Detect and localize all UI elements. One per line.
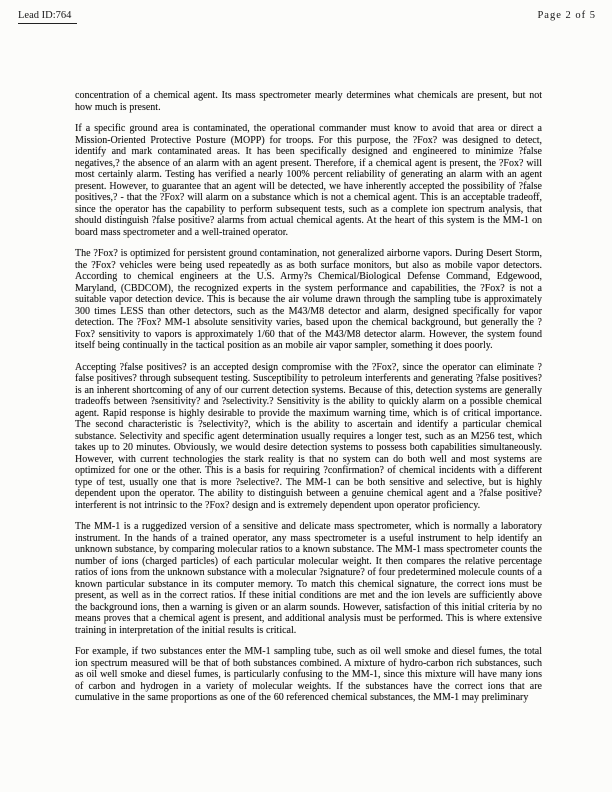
- paragraph-concentration: concentration of a chemical agent. Its mass spectrometer mearly determines what chemicals are present, but not how much is present.: [75, 90, 542, 113]
- paragraph-false-positives-tradeoffs: Accepting ?false positives? is an accepted design compromise with the ?Fox?, since the operator can eliminate ?false positives? through subsequent testing. Susceptibility to petroleum interferents and generating ?false positives? is an inherent shortcoming of any of our current detection systems. Because of this, detection systems are generally tradeoffs between ?sensitivity? and ?selectivity.? Sensitivity is the ability to quickly alarm on a possible chemical agent. Rapid response is highly desirable to provide the maximum warning time, which is of critical importance. The second characteristic is ?selectivity?, which is the ability to ascertain and identify a particular chemical substance. Selectivity and specific agent determination usually requires a longer test, such as an M256 test, which takes up to 20 minutes. Obviously, we would desire detection systems to possess both capabilities simultaneously. However, with current technologies the stark reality is that no system can do both well and most systems are optimized for one or the other. This is a basis for requiring ?confirmation? of chemical incidents with a different type of test, usually one that is more ?selective?. The MM-1 can be both sensitive and selective, but is highly dependent upon the operator. The ability to distinguish between a genuine chemical agent and a ?false positive? interferent is not intrinsic to the ?Fox? design and is extremely dependent upon operator proficiency.: [75, 361, 542, 511]
- paragraph-mm1-example: For example, if two substances enter the MM-1 sampling tube, such as oil well smoke and diesel fumes, the total ion spectrum measured will be that of both substances combined. A mixture of hydro-carbon rich substances, such as oil well smoke and diesel fumes, is particularly confusing to the MM-1, since this mixture will have many ions of carbon and hydrogen in a variety of molecular weights. If the substances have the correct ions that are cumulative in the same proportions as one of the 60 referenced chemical substances, the MM-1 may preliminary: [75, 646, 542, 703]
- document-body: [75, 90, 542, 714]
- paragraph-mm1-description: The MM-1 is a ruggedized version of a sensitive and delicate mass spectrometer, which is normally a laboratory instrument. In the hands of a trained operator, any mass spectrometer is a useful instrument to help identify an unknown substance, by comparing molecular ratios to a known substance. The MM-1 mass spectrometer counts the number of ions (charged particles) of each particular molecular weight. It then compares the relative percentage ratios of ions from the unknown substance with a molecular ?signature? of four predetermined molecule counts of a known particular substance in its computer memory. To match this chemical signature, the correct ions must be present, as well as in the correct ratios. If these initial conditions are met and the ion levels are sufficiently above the background ions, then a warning is given or an alarm sounds. However, satisfaction of this initial criteria by no means proves that a chemical agent is present, and additional analysis must be performed. This is where extensive training in interpretation of the initial results is critical.: [75, 521, 542, 636]
- paragraph-mopp-false-negatives: If a specific ground area is contaminated, the operational commander must know to avoid that area or direct a Mission-Oriented Protective Posture (MOPP) for troops. For this purpose, the ?Fox? was designed to detect, identify and mark contaminated areas. It has been specifically designed and engineered to minimize ?false negatives,? the absence of an alarm with an agent present. Therefore, if a chemical agent is present, the ?Fox? will most certainly alarm. Testing has verified a nearly 100% percent reliability of generating an alarm with an agent present. However, to guarantee that an agent will be detected, we have inherently accepted the possibility of ?false positives,? - that the ?Fox? will alarm on a substance which is not a chemical agent. This is an acceptable tradeoff, since the operator has the capability to perform subsequent tests, such as a complete ion spectrum analysis, that should distinguish ?false positive? alarms from actual chemical agents. At the heart of this system is the MM-1 on board mass spectrometer and a well-trained operator.: [75, 123, 542, 238]
- lead-id-label: Lead ID:764: [18, 10, 77, 24]
- paragraph-fox-optimization: The ?Fox? is optimized for persistent ground contamination, not generalized airborne vapors. During Desert Storm, the ?Fox? vehicles were being used repeatedly as as both surface monitors, but also as mobile vapor detectors. According to chemical engineers at the U.S. Army?s Chemical/Biological Defense Command, Edgewood, Maryland, (CBDCOM), the recognized experts in the system performance and capabilities, the ?Fox? is not a suitable vapor detection device. This is because the air volume drawn through the sampling tube is approximately 300 times LESS than other detectors, such as the M43/M8 detector and alarm, designed specifically for vapor detection. The ?Fox? MM-1 absolute sensitivity varies, based upon the chemical background, but generally the ?Fox? sensitivity to vapors is approximately 1/60 that of the M43/M8 detector alarm. However, the system found itself being continually in the tactical position as an mobile air vapor sampler, something it does poorly.: [75, 248, 542, 351]
- page-number: Page 2 of 5: [537, 10, 596, 21]
- page-header: [18, 10, 596, 24]
